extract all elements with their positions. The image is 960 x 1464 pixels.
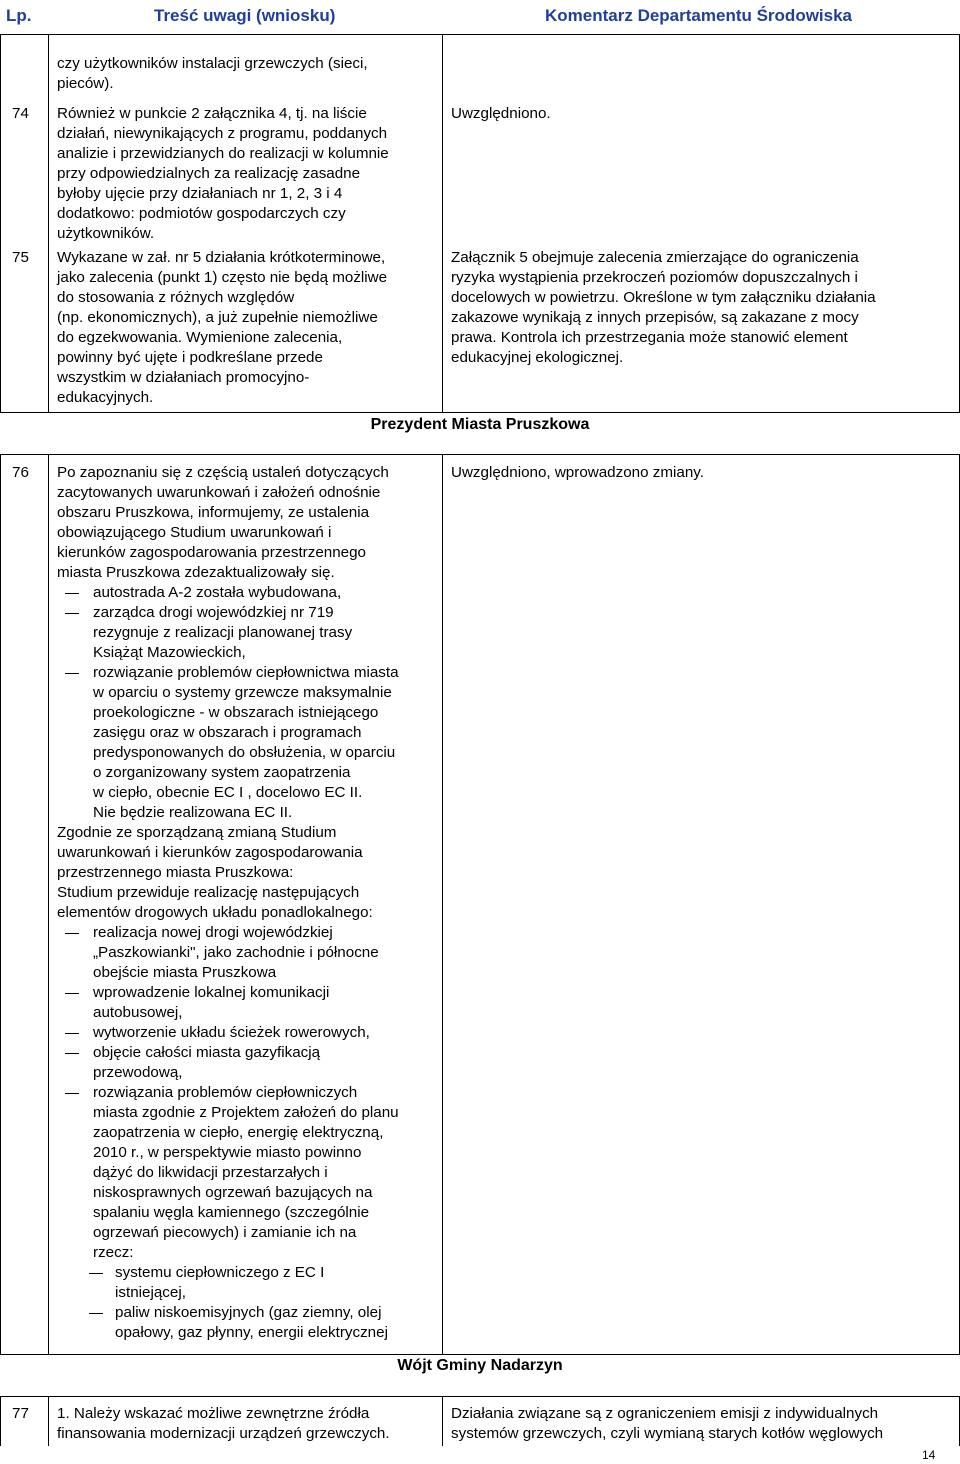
- row76-bullet: zarządca drogi wojewódzkiej nr 719 rezygnuje z realizacji planowanej trasy Książąt Mazowieckich,: [57, 603, 441, 663]
- row-divider: [0, 1396, 960, 1397]
- row75-number: 75: [12, 249, 29, 266]
- row76-intro: Po zapoznaniu się z częścią ustaleń dotyczących zacytowanych uwarunkowań i założeń odnośnie obszaru Pruszkowa, informujemy, ze ustalenia obowiązującego Studium uwarunkowań i kierunków zagospodarowania przestrzennego miasta Pruszkowa zdezaktualizowały się.: [57, 464, 389, 581]
- row75-text: Wykazane w zał. nr 5 działania krótkoterminowe, jako zalecenia (punkt 1) często nie będą możliwe do stosowania z różnych względów (np. ekonomicznych), a już zupełnie niemożliwe do egzekwowania. Wymienione zalecenia, powinny być ujęte i podkreślane przede wszystkim w działaniach promocyjno- edukacyjnych.: [57, 249, 388, 406]
- col-divider: [0, 454, 1, 1354]
- row76-bullet: rozwiązanie problemów ciepłownictwa miasta w oparciu o systemy grzewcze maksymalnie proekologiczne - w obszarach istniejącego zasięgu oraz w obszarach i programach predysponowanych do obsłużenia, w oparciu o zorganizowany system zaopatrzenia w ciepło, obecnie EC I , docelowo EC II. Nie będzie realizowana EC II.: [57, 663, 441, 823]
- row-divider: [0, 1354, 960, 1355]
- page-number: 14: [922, 1448, 936, 1462]
- row76-content: [57, 463, 441, 1343]
- row76-comment: Uwzględniono, wprowadzono zmiany.: [451, 464, 704, 481]
- row-divider: [0, 454, 960, 455]
- row76-subbullet: paliw niskoemisyjnych (gaz ziemny, olej opałowy, gaz płynny, energii elektrycznej: [57, 1303, 441, 1343]
- col-divider: [0, 34, 1, 412]
- row77-text: 1. Należy wskazać możliwe zewnętrzne źródła finansowania modernizacji urządzeń grzewczych.: [57, 1405, 390, 1442]
- row77-number: 77: [12, 1405, 29, 1422]
- row74-text: Również w punkcie 2 załącznika 4, tj. na liście działań, niewynikających z programu, poddanych analizie i przewidzianych do realizacji w kolumnie przy odpowiedzialnych za realizację zasadne byłoby ujęcie przy działaniach nr 1, 2, 3 i 4 dodatkowo: podmiotów gospodarczych czy użytkowników.: [57, 105, 389, 242]
- row76-bullet: autostrada A-2 została wybudowana,: [57, 583, 441, 603]
- row74-comment: Uwzględniono.: [451, 105, 551, 122]
- table-header: [0, 0, 960, 35]
- section-heading: Wójt Gminy Nadarzyn: [397, 1357, 563, 1374]
- col-divider: [442, 34, 443, 412]
- col-divider: [48, 1396, 49, 1446]
- row76-number: 76: [12, 464, 29, 481]
- row76-mid: Zgodnie ze sporządzaną zmianą Studium uwarunkowań i kierunków zagospodarowania przestrzennego miasta Pruszkowa: Studium przewiduje realizację następujących elementów drogowych układu ponadlokalnego:: [57, 824, 373, 921]
- row76-bullet: wytworzenie układu ścieżek rowerowych,: [57, 1023, 441, 1043]
- row76-bullet: objęcie całości miasta gazyfikacją przewodową,: [57, 1043, 441, 1083]
- header-lp: Lp.: [6, 6, 32, 25]
- row-divider: [0, 412, 960, 413]
- row76-subbullet: systemu ciepłowniczego z EC I istniejącej,: [57, 1263, 441, 1303]
- row75-comment: Załącznik 5 obejmuje zalecenia zmierzające do ograniczenia ryzyka wystąpienia przekroczeń poziomów dopuszczalnych i docelowych w powietrzu. Określone w tym załączniku działania zakazowe wynikają z innych przepisów, są zakazane z mocy prawa. Kontrola ich przestrzegania może stanowić element edukacyjnej ekologicznej.: [451, 249, 876, 366]
- row74-number: 74: [12, 105, 29, 122]
- col-divider: [0, 1396, 1, 1446]
- row77-comment: Działania związane są z ograniczeniem emisji z indywidualnych systemów grzewczych, czyli wymianą starych kotłów węglowych: [451, 1405, 884, 1442]
- header-comment: Komentarz Departamentu Środowiska: [545, 6, 853, 25]
- section-heading: Prezydent Miasta Pruszkowa: [370, 416, 590, 433]
- row76-bullet: rozwiązania problemów ciepłowniczych miasta zgodnie z Projektem założeń do planu zaopatrzenia w ciepło, energię elektryczną, 2010 r., w perspektywie miasto powinno dążyć do likwidacji przestarzałych i niskosprawnych ogrzewań bazujących na spalaniu węgla kamiennego (szczególnie ogrzewań piecowych) i zamianie ich na rzecz:: [57, 1083, 441, 1263]
- row73-text: czy użytkowników instalacji grzewczych (sieci, pieców).: [57, 55, 368, 92]
- col-divider: [442, 1396, 443, 1446]
- col-divider: [48, 454, 49, 1354]
- col-divider: [48, 34, 49, 412]
- row76-bullet: realizacja nowej drogi wojewódzkiej „Paszkowianki", jako zachodnie i północne obejście miasta Pruszkowa: [57, 923, 441, 983]
- col-divider: [442, 454, 443, 1354]
- row76-bullet: wprowadzenie lokalnej komunikacji autobusowej,: [57, 983, 441, 1023]
- header-content: Treść uwagi (wniosku): [154, 6, 336, 25]
